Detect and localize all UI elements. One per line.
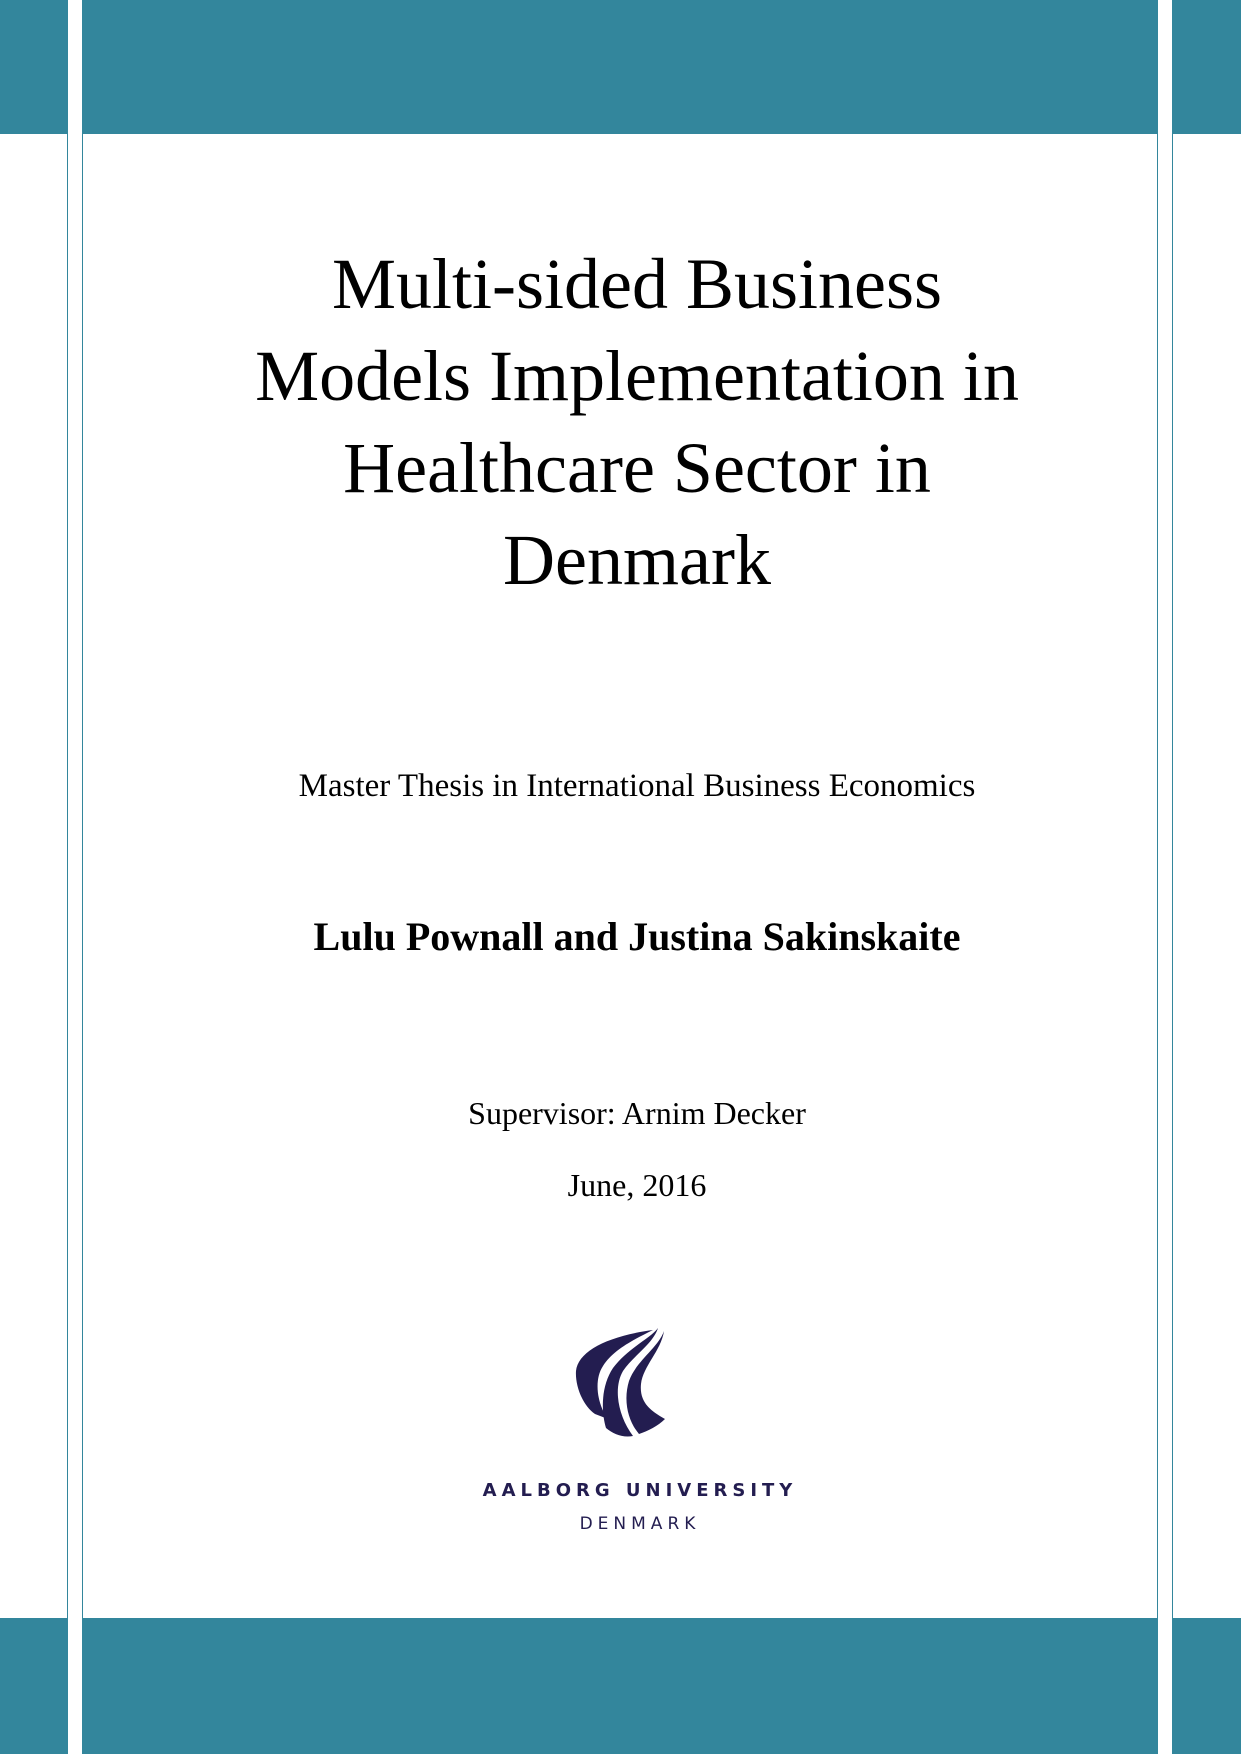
bottom-right-band — [1172, 1618, 1241, 1754]
bottom-band — [82, 1618, 1157, 1754]
title-line: Multi-sided Business — [331, 244, 943, 324]
top-right-band — [1172, 0, 1241, 134]
title-line: Models Implementation in — [255, 336, 1019, 416]
top-band — [82, 0, 1157, 134]
title-line: Denmark — [503, 520, 771, 600]
title-line: Healthcare Sector in — [343, 428, 931, 508]
border-line — [67, 0, 68, 1754]
document-title — [82, 238, 1192, 606]
subtitle: Master Thesis in International Business Economics — [298, 768, 976, 804]
university-country: DENMARK — [579, 1514, 701, 1534]
aalborg-university-logo-icon — [573, 1326, 685, 1441]
date: June, 2016 — [567, 1167, 707, 1203]
bottom-left-band — [0, 1618, 67, 1754]
top-left-band — [0, 0, 67, 134]
supervisor: Supervisor: Arnim Decker — [468, 1095, 806, 1131]
authors: Lulu Pownall and Justina Sakinskaite — [313, 914, 961, 959]
university-name: AALBORG UNIVERSITY — [482, 1480, 798, 1501]
